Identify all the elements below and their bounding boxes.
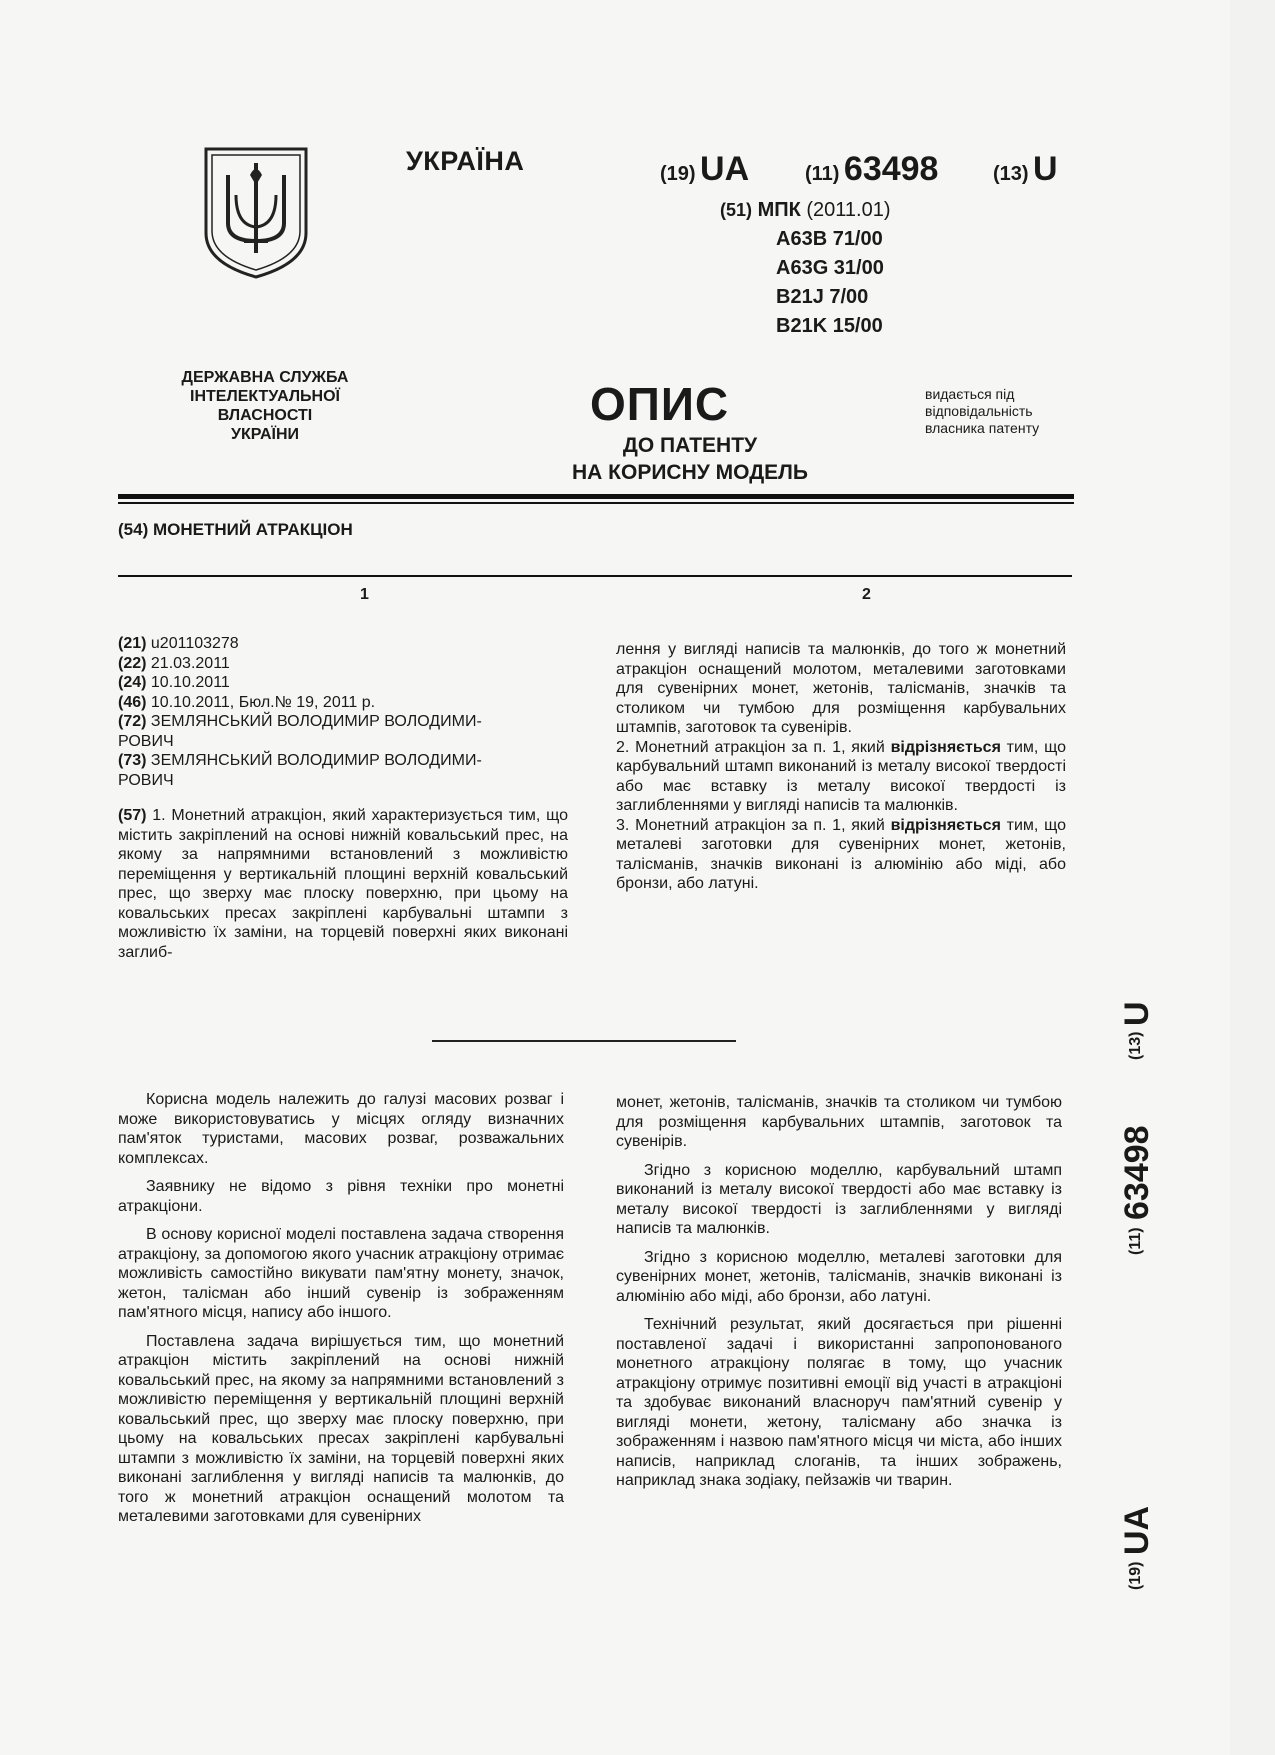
description-paragraph: Корисна модель належить до галузі масових розваг і може використовуватись у місцях огляду визначних пам'яток туристами, масових розваг, розважальних комплексах. [118, 1091, 564, 1167]
description-column-left [118, 1090, 564, 1536]
invention-tag: (54) [118, 520, 149, 539]
trident-coat-of-arms-icon [202, 145, 310, 281]
code-13-value: U [1033, 150, 1058, 188]
biblio-row: (22) 21.03.2011 [118, 654, 230, 672]
side-code-19-tag: (19) [1127, 1561, 1144, 1590]
side-code-11-tag: (11) [1127, 1227, 1144, 1255]
code-13-tag: (13) [993, 163, 1029, 185]
description-paragraph: Заявнику не відомо з рівня техніки про монетні атракціони. [118, 1178, 564, 1215]
ipc-block [720, 196, 891, 341]
code-19-value: UA [700, 150, 750, 188]
biblio-row: РОВИЧ [118, 771, 174, 789]
issued-note: видається під відповідальність власника патенту [925, 386, 1040, 436]
invention-name: МОНЕТНИЙ АТРАКЦІОН [152, 520, 353, 539]
office-line: УКРАЇНИ [230, 426, 299, 443]
claim-1-end: лення у вигляді написів та малюнків, до того ж монетний атракціон оснащений молотом, металевими заготовками для сувенірних монет, жетонів, талісманів, значків та столиком чи тумбою для розміщення карбувальних штампів, заготовок та сувенірів. [616, 641, 1066, 736]
section-divider [432, 1040, 736, 1042]
description-column-right [616, 1093, 1062, 1500]
country-name: УКРАЇНА [406, 146, 525, 176]
code-11-value: 63498 [843, 150, 939, 188]
document-title: ОПИС [590, 378, 730, 430]
bibliographic-data [118, 634, 558, 790]
biblio-row: (72) ЗЕМЛЯНСЬКИЙ ВОЛОДИМИР ВОЛОДИМИ- [118, 713, 482, 730]
vertical-patent-code [1100, 990, 1180, 1590]
column-number-right: 2 [862, 586, 871, 603]
claims-tag: (57) [118, 807, 147, 824]
ipc-class: A63B 71/00 [776, 228, 883, 250]
biblio-row: (24) 10.10.2011 [118, 674, 230, 691]
biblio-row: РОВИЧ [118, 732, 174, 750]
biblio-row: (73) ЗЕМЛЯНСЬКИЙ ВОЛОДИМИР ВОЛОДИМИ- [118, 752, 482, 769]
column-number-left: 1 [360, 586, 369, 603]
biblio-row: (21) u201103278 [118, 635, 239, 652]
side-code-13-tag: (13) [1127, 1031, 1144, 1060]
office-line: ВЛАСНОСТІ [217, 407, 313, 424]
divider [118, 575, 1072, 577]
biblio-row: (46) 10.10.2011, Бюл.№ 19, 2011 р. [118, 693, 376, 711]
claims-column-left [118, 806, 568, 962]
divider [118, 502, 1074, 504]
description-paragraph: Згідно з корисною моделлю, карбувальний штамп виконаний із металу високої твердості або має вставку із металу високої твердості із заглибленнями у вигляді написів та малюнків. [616, 1161, 1062, 1237]
divider [118, 494, 1074, 499]
subtitle-line: НА КОРИСНУ МОДЕЛЬ [572, 461, 808, 484]
code-11 [805, 150, 938, 189]
code-13 [993, 150, 1058, 189]
ipc-version: (2011.01) [806, 199, 891, 221]
description-paragraph: Поставлена задача вирішується тим, що монетний атракціон містить закріплений на основі нижній ковальський прес, на якому за напрямними встановлений з можливістю переміщення у вертикальній площині верхній ковальський прес, що зверху має плоску поверхню, при цьому на ковальських пресах закріплені карбувальні штампи з можливістю їх заміни, на торцевій поверхні яких виконані заглиблення у вигляді написів та малюнків, до того ж монетний атракціон оснащений молотом та металевими заготовками для сувенірних [118, 1332, 564, 1525]
description-paragraph: монет, жетонів, талісманів, значків та столиком чи тумбою для розміщення карбувальних штампів, заготовок та сувенірів. [616, 1094, 1062, 1150]
office-line: ІНТЕЛЕКТУАЛЬНОЇ [190, 388, 340, 405]
claims-column-right [616, 640, 1066, 894]
description-paragraph: Технічний результат, який досягається при рішенні поставленої задачі і використанні запропонованого монетного атракціону полягає в тому, що учасник атракціону отримує позитивні емоції від участі в атракціоні та здобуває виконаний власноруч пам'ятний сувенір у вигляді монети, жетону, талісману або значка із зображенням і назвою пам'ятного місця чи міста, або інших написів, наприклад слоганів, та інших зображень, наприклад знака зодіаку, пейзажів чи тварин. [616, 1316, 1062, 1489]
side-code-19-value: UA [1118, 1505, 1156, 1555]
office-line: ДЕРЖАВНА СЛУЖБА [181, 369, 349, 386]
claim-2: 2. Монетний атракціон за п. 1, який відрізняється тим, що карбувальний штамп виконаний із металу високої твердості або має вставку із металу високої твердості із заглибленнями у вигляді написів та малюнків. [616, 738, 1067, 814]
ipc-class: B21K 15/00 [776, 315, 883, 337]
code-19 [660, 150, 749, 189]
invention-title [118, 520, 353, 540]
code-11-tag: (11) [805, 163, 840, 185]
subtitle-line: ДО ПАТЕНТУ [622, 434, 758, 457]
description-paragraph: В основу корисної моделі поставлена задача створення атракціону, за допомогою якого учасник атракціону отримає можливість самостійно викувати пам'ятну монету, значок, жетон, талісман або інший сувенір із зображенням пам'ятного місця, напису або іншого. [118, 1226, 564, 1321]
patent-office-name [150, 368, 380, 444]
ipc-tag: (51) [720, 200, 753, 220]
ipc-class: B21J 7/00 [776, 286, 869, 308]
side-code-13-value: U [1118, 1001, 1156, 1026]
document-subtitle [560, 432, 820, 486]
code-19-tag: (19) [660, 163, 696, 185]
description-paragraph: Згідно з корисною моделлю, металеві заготовки для сувенірних монет, жетонів, талісманів, значків виконані із алюмінію або міді, або бронзи, або латуні. [616, 1248, 1062, 1305]
side-code-11-value: 63498 [1118, 1125, 1156, 1220]
claim-1-start: 1. Монетний атракціон, який характеризується тим, що містить закріплений на основі нижній ковальський прес, на якому за напрямними встановлений з можливістю переміщення у вертикальній площині верхній ковальський прес, що зверху має плоску поверхню, при цьому на ковальських пресах закріплені карбувальні штампи з можливістю їх заміни, на торцевій поверхні яких виконані заглиб- [118, 807, 569, 961]
ipc-class: A63G 31/00 [776, 257, 884, 279]
ipc-label: МПК [757, 199, 801, 221]
claim-3: 3. Монетний атракціон за п. 1, який відрізняється тим, що металеві заготовки для сувенірних монет, жетонів, талісманів, значків виконані із алюмінію або міді, або бронзи, або латуні. [616, 816, 1067, 892]
